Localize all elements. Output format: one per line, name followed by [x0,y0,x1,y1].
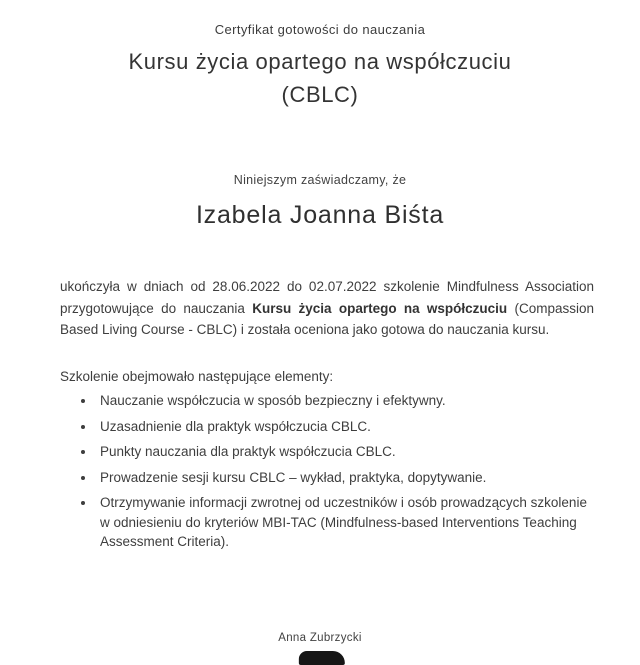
completion-paragraph-course-name: Kursu życia opartego na współczuciu [252,300,508,316]
signature-block [0,632,640,644]
certificate-title-line1: Kursu życia opartego na współczuciu [128,49,512,74]
completion-paragraph-part1: ukończyła w dniach od 28.06.2022 do 02.07.2022 szkolenie Mindfulness Association przygotowujące do nauczania [60,279,594,316]
completion-paragraph-part3: (Compassion Based Living Course - CBLC) i została oceniona jako gotowa do nauczania kursu. [60,300,595,338]
certificate-eyebrow: Certyfikat gotowości do nauczania [214,22,426,37]
certificate-title-line2: (CBLC) [281,82,359,107]
list-item: • Uzasadnienie dla praktyk współczucia CBLC. [96,417,594,437]
list-item: • Nauczanie współczucia w sposób bezpieczny i efektywny. [96,391,594,411]
attestation-statement: Niniejszym zaświadczamy, że [233,173,407,187]
list-item: • Otrzymywanie informacji zwrotnej od uczestników i osób prowadzących szkolenie w odniesieniu do kryteriów MBI-TAC (Mindfulness-based Interventions Teaching Assessment Criteria). [96,493,594,552]
list-item: • Prowadzenie sesji kursu CBLC – wykład, praktyka, dopytywanie. [96,468,594,488]
recipient-name: Izabela Joanna Biśta [195,201,445,229]
signatory-name: Anna Zubrzycki [278,632,362,644]
certificate-page [0,22,640,662]
completion-paragraph [60,276,594,341]
list-item: • Punkty nauczania dla praktyk współczucia CBLC. [96,442,594,462]
certificate-title [0,45,640,111]
elements-list-intro: Szkolenie obejmowało następujące elementy: [60,368,334,384]
signature-ink-mark [299,651,345,665]
elements-list [60,391,594,552]
